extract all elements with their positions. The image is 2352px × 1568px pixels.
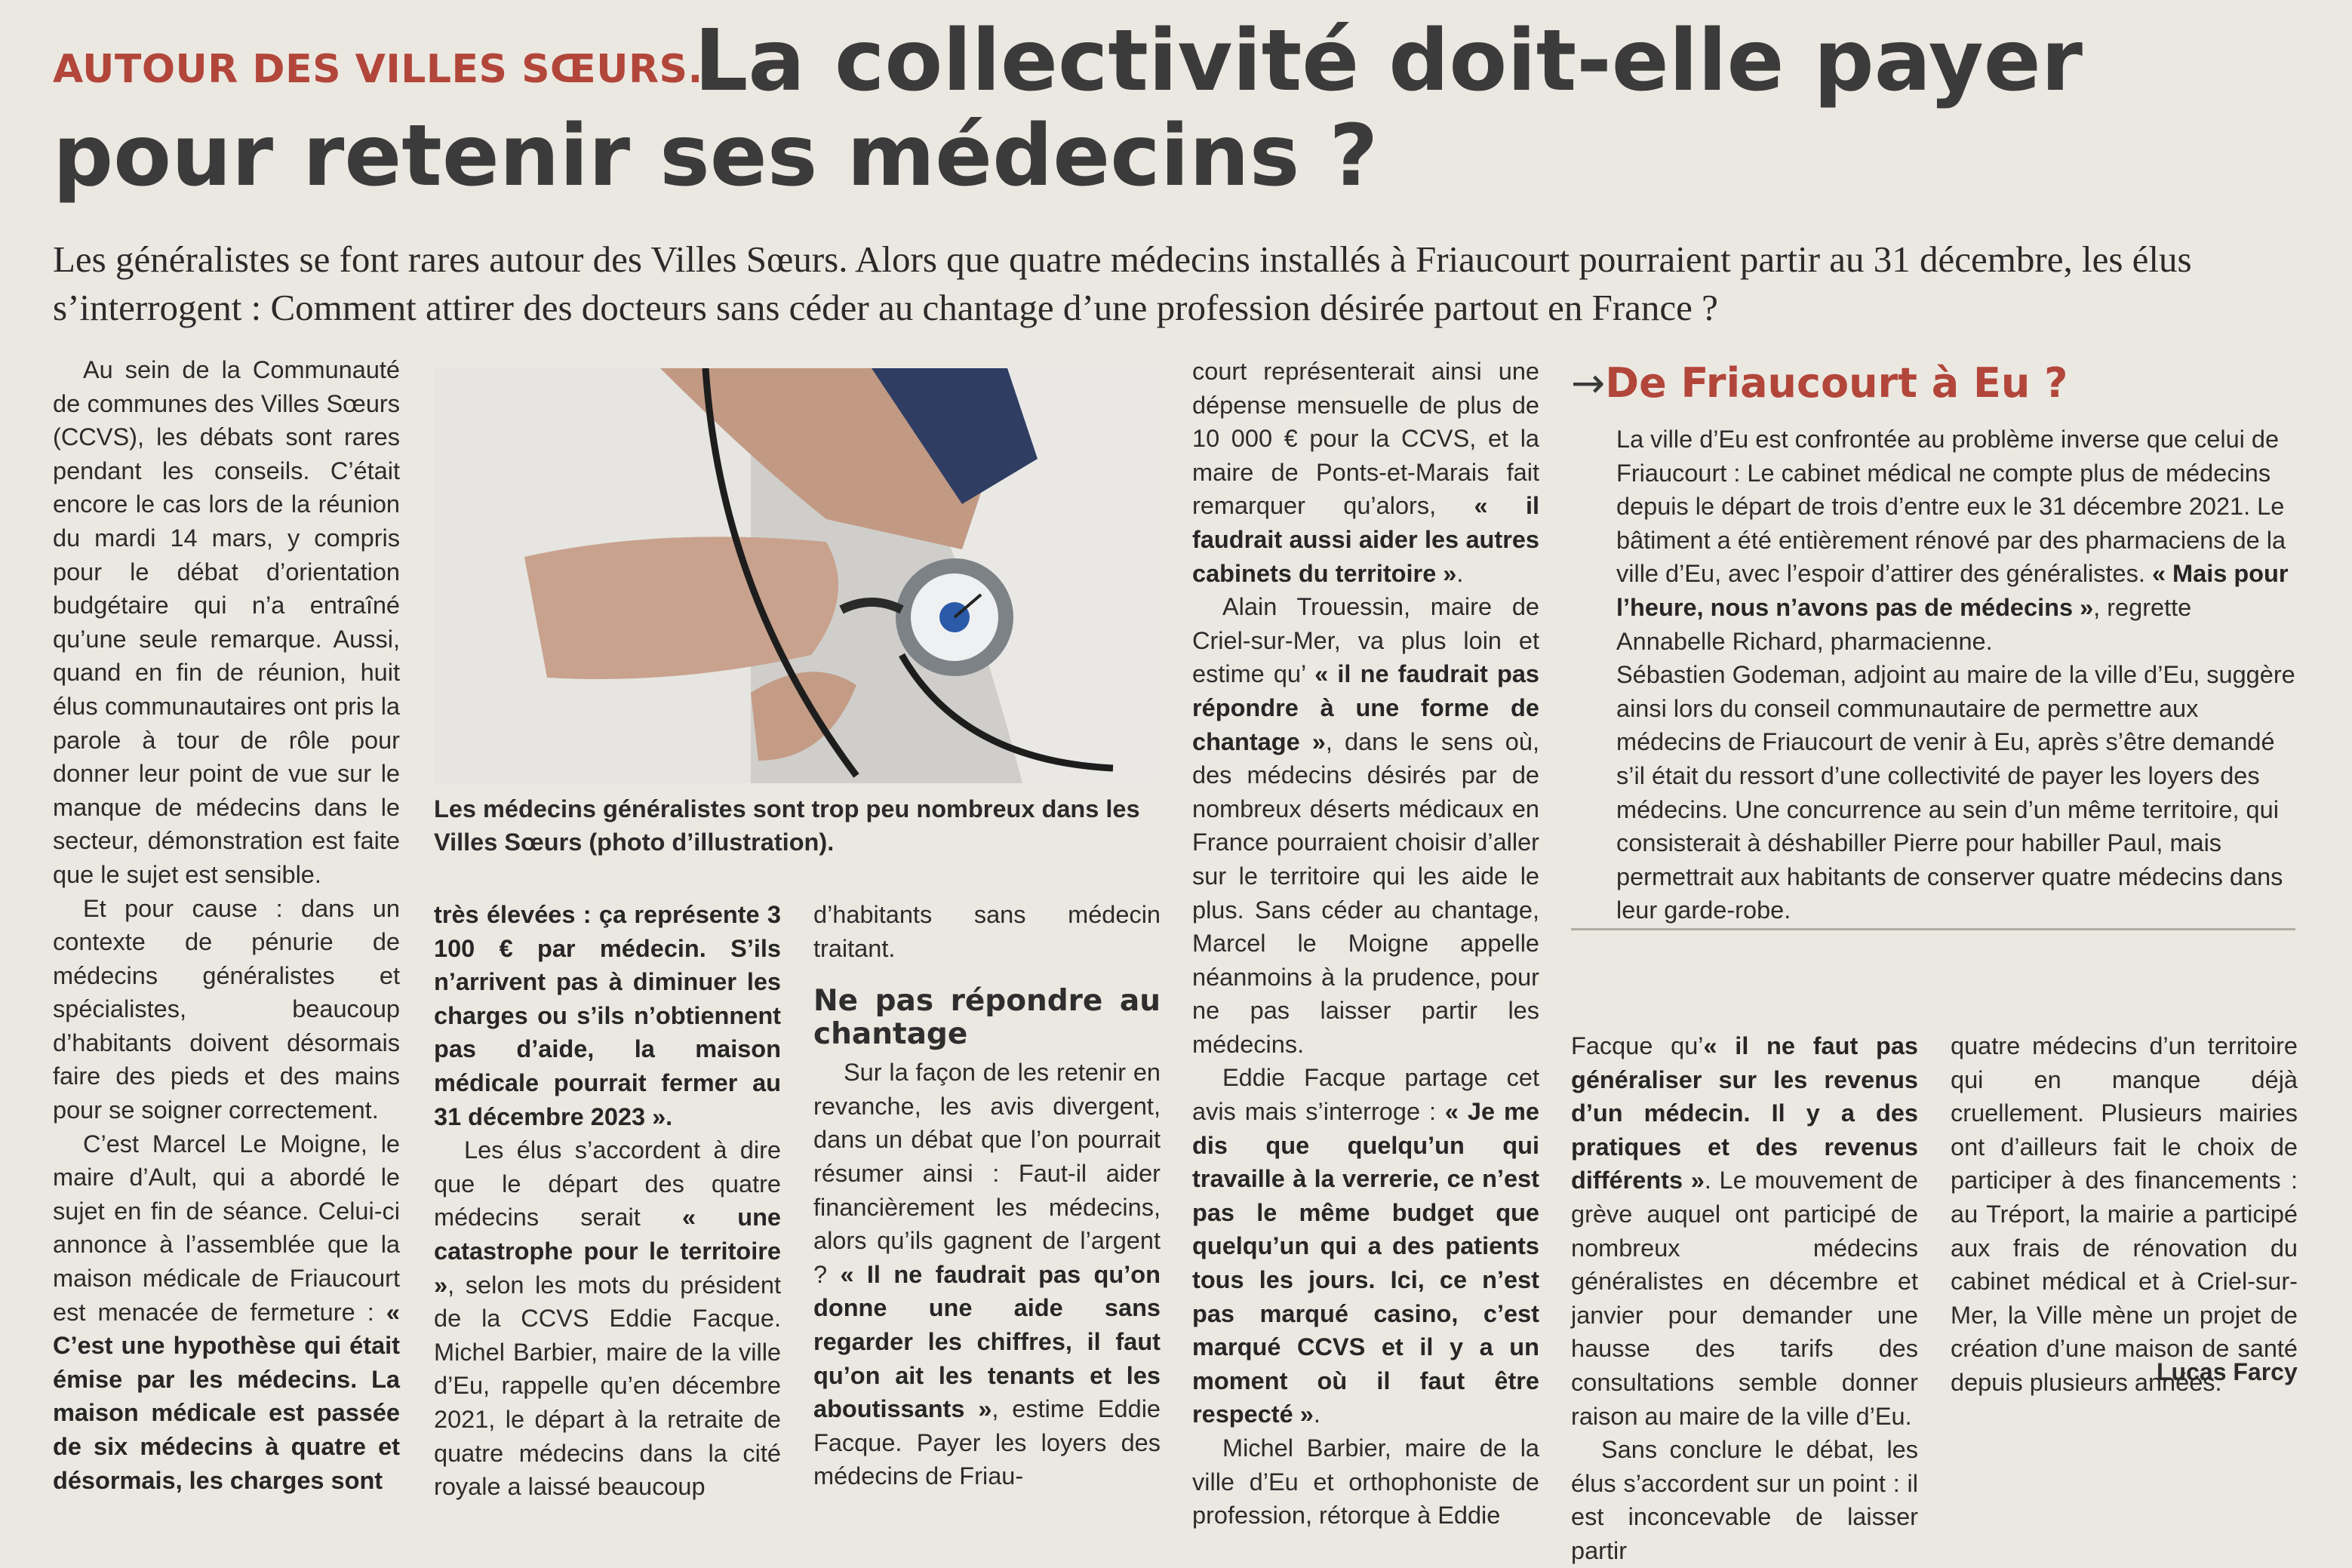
paragraph (1192, 590, 1539, 1061)
subheading: Ne pas répondre au chantage (813, 984, 1161, 1052)
photo-caption: Les médecins généralistes sont trop peu nombreux dans les Villes Sœurs (photo d’illustration). (434, 795, 1140, 856)
paragraph-text: , selon les mots du président de la CCVS Eddie Facque. Michel Barbier, maire de la ville d’Eu, rappelle qu’en décembre 2021, le départ à la retraite de quatre médecins dans la cité royale a laissé beaucoup (434, 1271, 781, 1501)
paragraph (813, 1056, 1161, 1493)
headline: La collectivité doit-elle payer pour retenir ses médecins ? (53, 12, 2083, 205)
paragraph: quatre médecins d’un territoire qui en manque déjà cruellement. Plusieurs mairies ont d’ailleurs fait le choix de participer à des financements : au Tréport, la mairie a participé aux frais de rénovation du cabinet médical et à Criel-sur-Mer, la Ville mène un projet de création d’une maison de santé depuis plusieurs années. (1951, 1032, 2298, 1396)
quote: « Mais pour l’heure, nous n’avons pas de médecins » (1616, 560, 2289, 621)
blood-pressure-photo-graphic (434, 368, 1158, 783)
paragraph-text: , regrette Annabelle Richard, pharmacienne. (1616, 593, 2192, 655)
paragraph-text: . Le mouvement de grève auquel ont participé de nombreux médecins généralistes en décembre et janvier pour demander une hausse des tarifs des consultations semble donner raison au maire de la ville d’Eu. (1571, 1167, 1918, 1430)
box-title-text: De Friaucourt à Eu ? (1605, 359, 2068, 407)
quote: « une catastrophe pour le territoire » (434, 1204, 781, 1299)
paragraph-text: , dans le sens où, des médecins désirés par de nombreux déserts médicaux en France pourraient choisir d’aller sur le territoire qui les aide le plus. Sans céder au chantage, Marcel le Moigne appelle néanmoins à la prudence, pour ne pas laisser partir les médecins. (1192, 727, 1539, 1058)
paragraph-text: Sur la façon de les retenir en revanche, les avis divergent, dans un débat que l’on pourrait résumer ainsi : Faut-il aider financièrement les médecins, alors qu’ils gagnent de l’argent ? (813, 1059, 1161, 1288)
paragraph-text: . (1456, 559, 1464, 587)
quote: très élevées : ça représente 3 100 € par médecin. S’ils n’arrivent pas à diminuer les charges ou s’ils n’obtiennent pas d’aide, la maison médicale pourrait fermer au 31 décembre 2023 ». (434, 901, 781, 1130)
paragraph: Au sein de la Communauté de communes des Villes Sœurs (CCVS), les débats sont rares pendant les conseils. C’était encore le cas lors de la réunion du mardi 14 mars, y compris pour le débat d’orientation budgétaire qui n’a entraîné qu’une seule remarque. Aussi, quand en fin de réunion, huit élus communautaires ont pris la parole à tour de rôle pour donner leur point de vue sur le manque de médecins dans le secteur, démonstration est faite que le sujet est sensible. (53, 356, 400, 888)
quote: « il ne faudrait pas répondre à une forme de chantage » (1192, 660, 1540, 755)
paragraph (1616, 423, 2295, 658)
paragraph-text: . (1313, 1400, 1321, 1428)
paragraph (1192, 1061, 1539, 1431)
quote: « C’est une hypothèse qui était émise par les médecins. La maison médicale est passée de six médecins à quatre et désormais, les charges sont (53, 1298, 400, 1494)
standfirst: Les généralistes se font rares autour des Villes Sœurs. Alors que quatre médecins installés à Friaucourt pourraient partir au 31 décembre, les élus s’interrogent : Comment attirer des docteurs sans céder au chantage d’une profession désirée partout en France ? (53, 238, 2192, 328)
paragraph-text: Facque qu’ (1571, 1032, 1704, 1059)
quote: « Je me dis que quelqu’un qui travaille à la verrerie, ce n’est pas le même budget que quelqu’un qui a des patients tous les jours. Ici, ce n’est pas marqué casino, c’est marqué CCVS et il y a un moment où il faut être respecté » (1192, 1098, 1539, 1428)
author-signature: Lucas Farcy (2157, 1358, 2298, 1385)
article-column-5 (1571, 1029, 1918, 1568)
paragraph: d’habitants sans médecin traitant. (813, 901, 1161, 962)
article-column-3 (813, 898, 1161, 1493)
quote: « il faudrait aussi aider les autres cabinets du territoire » (1192, 492, 1539, 587)
paragraph: Michel Barbier, maire de la ville d’Eu et orthophoniste de profession, rétorque à Eddie (1192, 1434, 1539, 1530)
arrow-icon: → (1571, 359, 1606, 407)
paragraph-text: Alain Trouessin, maire de Criel-sur-Mer, va plus loin et estime qu’ (1192, 593, 1539, 688)
paragraph (434, 1133, 781, 1504)
paragraph (434, 898, 781, 1133)
paragraph-text: , estime Eddie Facque. Payer les loyers des médecins de Friau- (813, 1395, 1161, 1490)
paragraph (1571, 1029, 1918, 1433)
article-column-4 (1192, 355, 1539, 1533)
article-column-6 (1951, 1029, 2298, 1400)
paragraph-text: C’est Marcel Le Moigne, le maire d’Ault, qui a abordé le sujet en fin de séance. Celui-ci annonce à l’assemblée que la maison médicale de Friaucourt est menacée de fermeture : (53, 1130, 400, 1326)
quote: « il ne faut pas généraliser sur les revenus d’un médecin. Il y a des pratiques et des revenus différents » (1571, 1032, 1918, 1194)
paragraph-text: La ville d’Eu est confrontée au problème inverse que celui de Friaucourt : Le cabinet médical ne compte plus de médecins depuis le départ de trois d’entre eux le 31 décembre 2021. Le bâtiment a été entièrement rénové par des pharmaciens de la ville d’Eu, avec l’espoir d’attirer des généralistes. (1616, 426, 2286, 588)
quote: « Il ne faudrait pas qu’on donne une aide sans regarder les chiffres, il faut qu’on ait les tenants et les aboutissants » (813, 1260, 1161, 1423)
illustration-photo (434, 368, 1158, 783)
paragraph-text: Eddie Facque partage cet avis mais s’interroge : (1192, 1064, 1539, 1126)
paragraph: Sébastien Godeman, adjoint au maire de la ville d’Eu, suggère ainsi lors du conseil communautaire de permettre aux médecins de Friaucourt de venir à Eu, après s’être demandé s’il était du ressort d’une collectivité de payer les loyers des médecins. Une concurrence au sein d’un même territoire, qui consisterait à déshabiller Pierre pour habiller Paul, mais permettrait aux habitants de conserver quatre médecins dans leur garde-robe. (1616, 661, 2295, 924)
paragraph-text: Les élus s’accordent à dire que le départ des quatre médecins serait (434, 1136, 781, 1231)
box-text (1616, 423, 2295, 927)
box-divider (1571, 928, 2295, 930)
article-column-2 (434, 898, 781, 1504)
paragraph (53, 1127, 400, 1498)
box-title (1571, 359, 2068, 407)
paragraph (1192, 355, 1539, 590)
kicker: AUTOUR DES VILLES SŒURS. (53, 47, 703, 92)
article-column-1 (53, 353, 400, 1497)
paragraph: Et pour cause : dans un contexte de pénurie de médecins généralistes et spécialistes, beaucoup d’habitants doivent désormais faire des pieds et des mains pour se soigner correctement. (53, 894, 400, 1124)
paragraph-text: court représenterait ainsi une dépense mensuelle de plus de 10 000 € pour la CCVS, et la maire de Ponts-et-Marais fait remarquer qu’alors, (1192, 358, 1539, 520)
paragraph: Sans conclure le débat, les élus s’accordent sur un point : il est inconcevable de laisser partir (1571, 1436, 1918, 1564)
